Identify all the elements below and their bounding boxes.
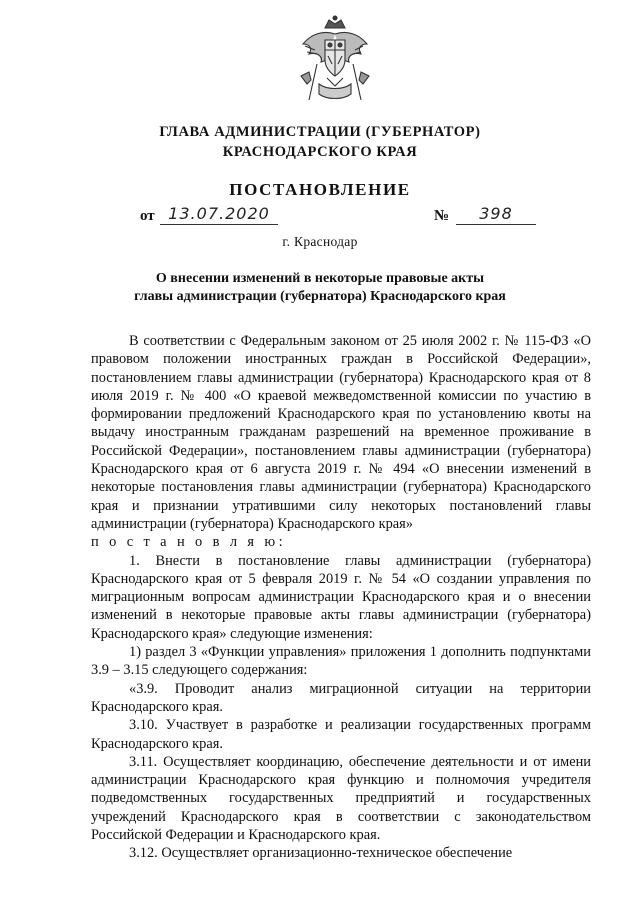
document-body xyxy=(91,332,591,863)
document-subject xyxy=(0,270,640,306)
krasnodar-coat-of-arms-icon xyxy=(297,14,373,108)
subparagraph-3-11: 3.11. Осуществляет координацию, обеспечение деятельности и от имени администрации Краснодарского края функцию и полномочия учредителя подведомственных государственных предприятий и государственных учреждений Краснодарского края в соответствии с законодательством Российской Федерации и Краснодарского края. xyxy=(91,753,591,844)
date-value: 13.07.2020 xyxy=(160,204,278,225)
date-label: от xyxy=(140,208,155,224)
number-value: 398 xyxy=(456,204,536,225)
subparagraph-3-9: «3.9. Проводит анализ миграционной ситуации на территории Краснодарского края. xyxy=(91,680,591,715)
city-label: г. Краснодар xyxy=(282,234,358,249)
document-type-title: ПОСТАНОВЛЕНИЕ xyxy=(229,180,411,199)
authority-title-line2: КРАСНОДАРСКОГО КРАЯ xyxy=(222,144,418,160)
subject-line2: главы администрации (губернатора) Краснодарского края xyxy=(134,289,506,304)
subparagraph-3-10: 3.10. Участвует в разработке и реализации государственных программ Краснодарского края. xyxy=(91,717,591,752)
subparagraph-3-12: 3.12. Осуществляет организационно-техническое обеспечение xyxy=(129,845,513,862)
preamble-paragraph: В соответствии с Федеральным законом от 25 июля 2002 г. № 115-ФЗ «О правовом положении иностранных граждан в Российской Федерации», постановлением главы администрации (губернатора) Краснодарского края от 8 июля 2019 г. № 400 «О краевой межведомственной комиссии по участию в формировании предложений Краснодарского края по установлению квоты на выдачу иностранным гражданам разрешений на временное проживание в Российской Федерации», постановлением главы администрации (губернатора) Краснодарского края от 6 августа 2019 г. № 494 «О внесении изменений в некоторые постановления главы администрации (губернатора) Краснодарского края и признании утратившими силу некоторых постановлений главы администрации (губернатора) Краснодарского края» xyxy=(91,333,591,532)
paragraph-1: 1. Внести в постановление главы администрации (губернатора) Краснодарского края от 5 февраля 2019 г. № 54 «О создании управления по миграционным вопросам администрации Краснодарского края и о внесении изменений в некоторые правовые акты главы администрации (губернатора) Краснодарского края» следующие изменения: xyxy=(91,552,591,642)
paragraph-1-1: 1) раздел 3 «Функции управления» приложения 1 дополнить подпунктами 3.9 – 3.15 следующего содержания: xyxy=(91,644,591,679)
authority-title-line1: ГЛАВА АДМИНИСТРАЦИИ (ГУБЕРНАТОР) xyxy=(159,124,481,140)
number-label: № xyxy=(434,208,450,224)
subject-line1: О внесении изменений в некоторые правовые акты xyxy=(155,271,485,286)
decree-word: п о с т а н о в л я ю: xyxy=(91,534,286,551)
